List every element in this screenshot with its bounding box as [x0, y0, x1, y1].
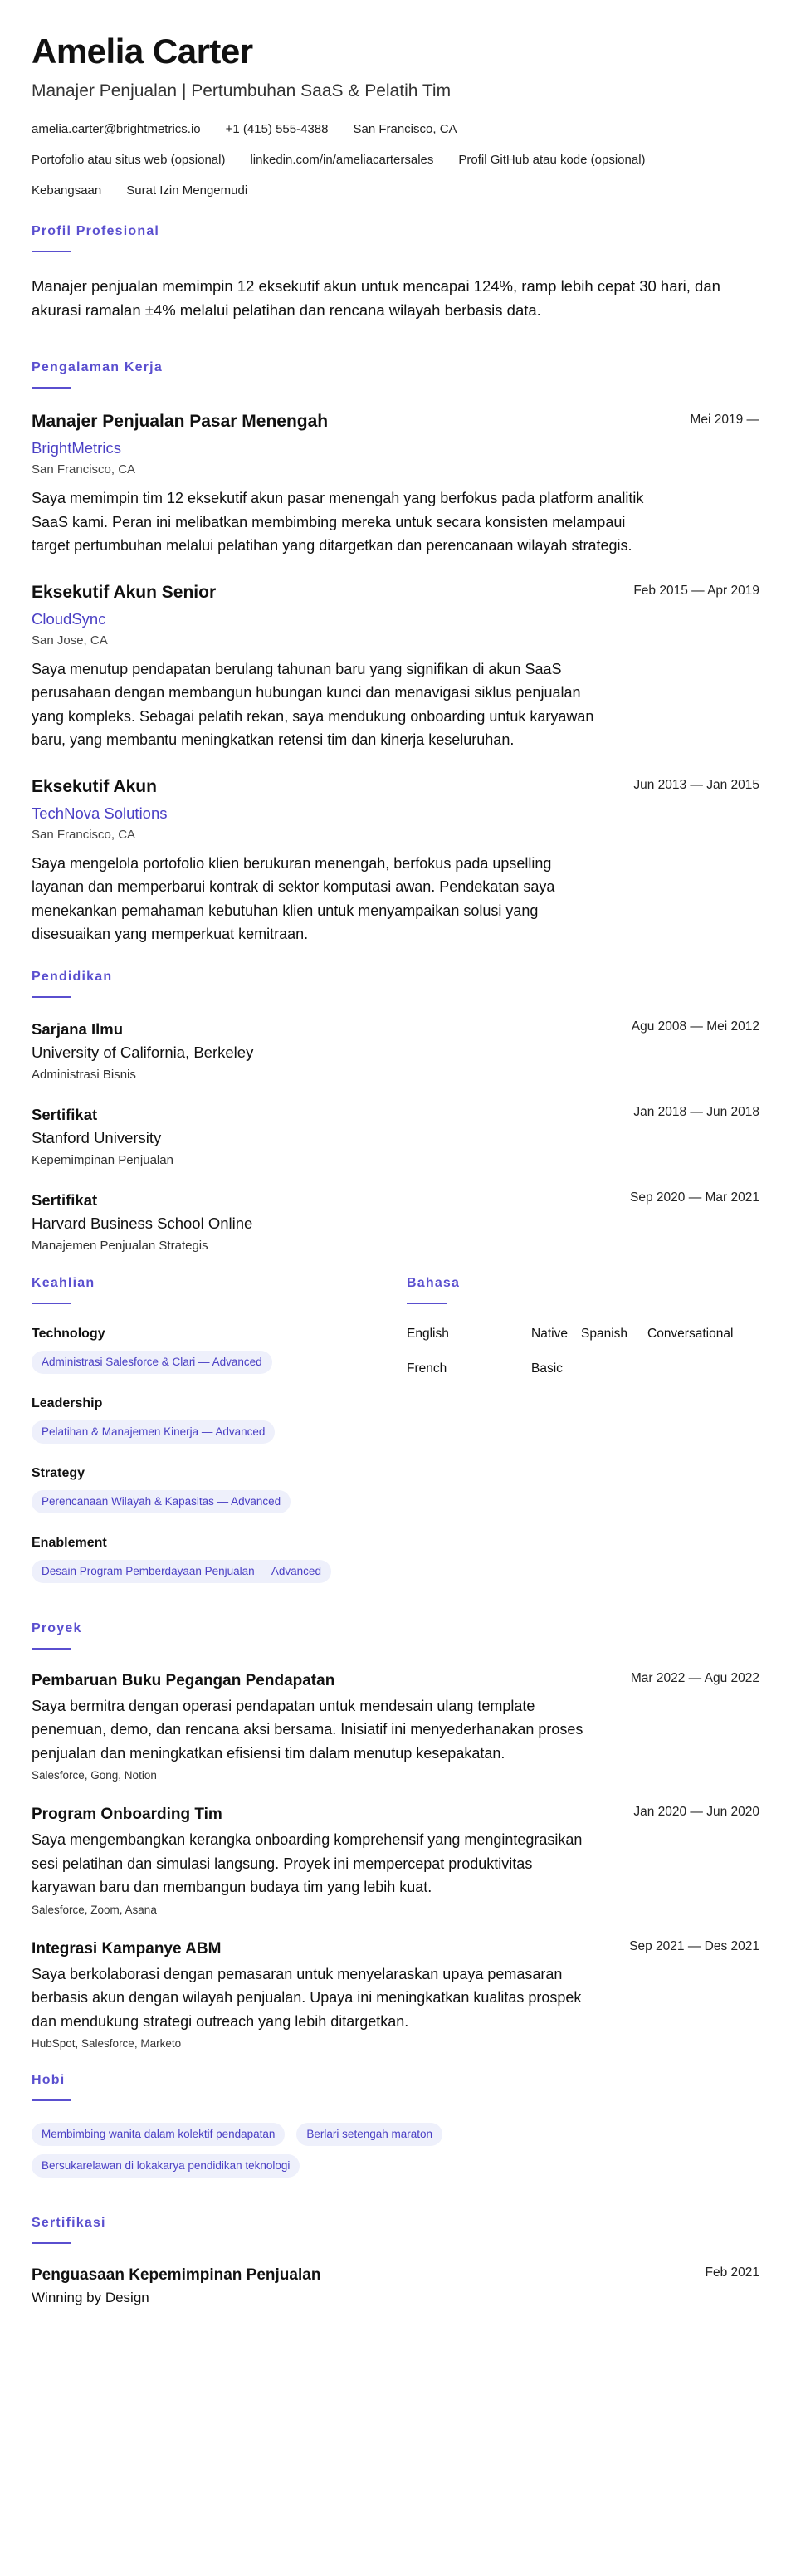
- hobbies-list: [32, 2123, 546, 2178]
- project-dates: Mar 2022 — Agu 2022: [630, 1670, 759, 1685]
- section-title-projects: Proyek: [32, 1620, 82, 1635]
- job-description: Saya memimpin tim 12 eksekutif akun pasar menengah yang berfokus pada platform analitik SaaS kami. Peran ini melibatkan membimbing mereka untuk secara konsisten melampaui target pertumbuhan melalui pelatihan yang ditargetkan dan perencanaan wilayah strategis.: [32, 490, 644, 554]
- skill-tag: Administrasi Salesforce & Clari — Advanced: [32, 1351, 272, 1374]
- contact-linkedin[interactable]: linkedin.com/in/ameliacartersales: [250, 153, 434, 167]
- certification-issuer: Winning by Design: [32, 2290, 149, 2305]
- section-divider: [32, 387, 71, 389]
- hobby-tag: Membimbing wanita dalam kolektif pendapatan: [32, 2123, 285, 2146]
- skills-section: [32, 1276, 407, 1605]
- job-dates: Jun 2013 — Jan 2015: [633, 777, 759, 792]
- job-description: Saya mengelola portofolio klien berukuran menengah, berfokus pada upselling layanan dan memperbarui kontrak di sektor komputasi awan. Pendekatan saya menekankan pemahaman kebutuhan klien untuk menyampaikan solusi yang disesuaikan yang memperkuat kemitraan.: [32, 854, 555, 942]
- language-level: Native: [531, 1326, 568, 1341]
- section-divider: [32, 2242, 71, 2244]
- project-description: Saya mengembangkan kerangka onboarding komprehensif yang mengintegrasikan sesi pelatihan dan simulasi langsung. Proyek ini mempercepat produktivitas karyawan baru dan membangun budaya tim yang lebih kuat.: [32, 1831, 583, 1895]
- education-item: [32, 1190, 759, 1254]
- job-dates: Mei 2019 —: [690, 413, 759, 427]
- job-location: San Jose, CA: [32, 633, 108, 648]
- language-name: English: [407, 1326, 449, 1341]
- certification-name: Penguasaan Kepemimpinan Penjualan: [32, 2266, 321, 2284]
- contact-github[interactable]: Profil GitHub atau kode (opsional): [458, 153, 646, 167]
- contact-phone[interactable]: +1 (415) 555-4388: [225, 122, 329, 136]
- job-description: Saya menutup pendapatan berulang tahunan baru yang signifikan di akun SaaS perusahaan dengan membangun hubungan kunci dan menavigasi siklus penjualan yang kompleks. Sebagai pelatih rekan, saya mendukung onboarding untuk karyawan baru, yang membantu meningkatkan retensi tim dan kinerja keseluruhan.: [32, 660, 594, 748]
- education-dates: Jan 2018 — Jun 2018: [633, 1104, 759, 1119]
- experience-item: [32, 581, 759, 752]
- project-title: Program Onboarding Tim: [32, 1806, 222, 1823]
- contact-email[interactable]: amelia.carter@brightmetrics.io: [32, 122, 201, 136]
- education-item: [32, 1019, 759, 1083]
- project-tools: Salesforce, Zoom, Asana: [32, 1903, 157, 1916]
- language-level: Conversational: [647, 1326, 734, 1341]
- education-dates: Sep 2020 — Mar 2021: [630, 1190, 759, 1205]
- contact-license: Surat Izin Mengemudi: [126, 183, 248, 198]
- contact-nationality: Kebangsaan: [32, 183, 102, 198]
- skill-category-name: Enablement: [32, 1535, 107, 1550]
- hobby-tag: Berlari setengah maraton: [296, 2123, 442, 2146]
- job-location: San Francisco, CA: [32, 462, 136, 477]
- section-title-skills: Keahlian: [32, 1275, 95, 1290]
- field-of-study: Administrasi Bisnis: [32, 1067, 136, 1082]
- school-name: University of California, Berkeley: [32, 1043, 254, 1061]
- certification-date: Feb 2021: [705, 2266, 759, 2280]
- skill-category: [32, 1326, 407, 1374]
- job-dates: Feb 2015 — Apr 2019: [633, 583, 759, 598]
- section-divider: [32, 996, 71, 998]
- company-name: TechNova Solutions: [32, 804, 168, 822]
- language-name: French: [407, 1361, 447, 1376]
- education-dates: Agu 2008 — Mei 2012: [631, 1019, 759, 1034]
- project-item: [32, 1671, 759, 1784]
- skill-tag: Desain Program Pemberdayaan Penjualan — Advanced: [32, 1560, 331, 1583]
- contact-location: San Francisco, CA: [353, 122, 457, 136]
- skill-category-name: Leadership: [32, 1396, 103, 1410]
- languages-section: [407, 1276, 759, 1605]
- project-title: Pembaruan Buku Pegangan Pendapatan: [32, 1671, 335, 1689]
- school-name: Stanford University: [32, 1128, 162, 1146]
- section-divider: [407, 1303, 447, 1304]
- candidate-name: Amelia Carter: [32, 32, 253, 71]
- field-of-study: Kepemimpinan Penjualan: [32, 1152, 173, 1167]
- languages-list: [407, 1326, 759, 1377]
- section-divider: [32, 251, 71, 252]
- section-title-education: Pendidikan: [32, 969, 113, 984]
- section-title-certifications: Sertifikasi: [32, 2216, 106, 2230]
- degree: Sertifikat: [32, 1105, 98, 1123]
- project-tools: HubSpot, Salesforce, Marketo: [32, 2037, 182, 2050]
- company-name: CloudSync: [32, 609, 106, 628]
- section-title-hobbies: Hobi: [32, 2073, 66, 2087]
- skill-category-name: Strategy: [32, 1465, 85, 1480]
- field-of-study: Manajemen Penjualan Strategis: [32, 1238, 208, 1253]
- candidate-headline: Manajer Penjualan | Pertumbuhan SaaS & Pelatih Tim: [32, 81, 452, 100]
- contact-info: [32, 121, 759, 199]
- degree: Sarjana Ilmu: [32, 1019, 124, 1038]
- skills-languages-row: [32, 1276, 759, 1605]
- project-item: [32, 1805, 759, 1918]
- job-title: Manajer Penjualan Pasar Menengah: [32, 412, 329, 431]
- job-title: Eksekutif Akun Senior: [32, 582, 217, 602]
- skill-category: [32, 1535, 407, 1583]
- company-name: BrightMetrics: [32, 439, 121, 457]
- projects-section: [32, 1621, 759, 2052]
- experience-section: [32, 360, 759, 946]
- hobby-tag: Bersukarelawan di lokakarya pendidikan teknologi: [32, 2154, 300, 2178]
- section-divider: [32, 1648, 71, 1650]
- section-divider: [32, 1303, 71, 1304]
- section-title-experience: Pengalaman Kerja: [32, 360, 163, 374]
- job-location: San Francisco, CA: [32, 827, 136, 842]
- skill-category-name: Technology: [32, 1326, 105, 1341]
- summary-section: [32, 224, 759, 322]
- project-tools: Salesforce, Gong, Notion: [32, 1769, 157, 1782]
- education-section: [32, 970, 759, 1254]
- certification-item: [32, 2266, 759, 2307]
- education-item: [32, 1105, 759, 1169]
- project-dates: Sep 2021 — Des 2021: [629, 1938, 759, 1953]
- skill-tag: Pelatihan & Manajemen Kinerja — Advanced: [32, 1420, 275, 1444]
- section-title-summary: Profil Profesional: [32, 224, 160, 238]
- degree: Sertifikat: [32, 1190, 98, 1209]
- project-description: Saya berkolaborasi dengan pemasaran untuk menyelaraskan upaya pemasaran berbasis akun dengan wilayah penjualan. Upaya ini meningkatkan kualitas prospek dan mendukung strategi outreach yang lebih ditargetkan.: [32, 1965, 582, 2030]
- language-level: Basic: [531, 1361, 563, 1376]
- contact-portfolio[interactable]: Portofolio atau situs web (opsional): [32, 153, 226, 167]
- project-title: Integrasi Kampanye ABM: [32, 1939, 222, 1958]
- resume-header: [32, 32, 759, 199]
- certifications-section: [32, 2216, 759, 2307]
- skill-tag: Perencanaan Wilayah & Kapasitas — Advanced: [32, 1490, 291, 1513]
- school-name: Harvard Business School Online: [32, 1214, 253, 1232]
- skill-category: [32, 1396, 407, 1444]
- experience-item: [32, 775, 759, 946]
- section-divider: [32, 2099, 71, 2101]
- language-name: Spanish: [581, 1326, 628, 1341]
- section-title-languages: Bahasa: [407, 1275, 461, 1290]
- project-description: Saya bermitra dengan operasi pendapatan untuk mendesain ulang template penemuan, demo, dan rencana aksi bersama. Inisiatif ini menyederhanakan proses penjualan dan meningkatkan efisiensi tim dalam menutup kesepakatan.: [32, 1697, 583, 1762]
- experience-item: [32, 410, 759, 558]
- project-item: [32, 1939, 759, 2052]
- skill-category: [32, 1465, 407, 1513]
- project-dates: Jan 2020 — Jun 2020: [633, 1805, 759, 1819]
- hobbies-section: [32, 2073, 759, 2178]
- summary-text: Manajer penjualan memimpin 12 eksekutif akun untuk mencapai 124%, ramp lebih cepat 30 hari, dan akurasi ramalan ±4% melalui pelatihan dan rencana wilayah berbasis data.: [32, 277, 720, 319]
- job-title: Eksekutif Akun: [32, 776, 157, 796]
